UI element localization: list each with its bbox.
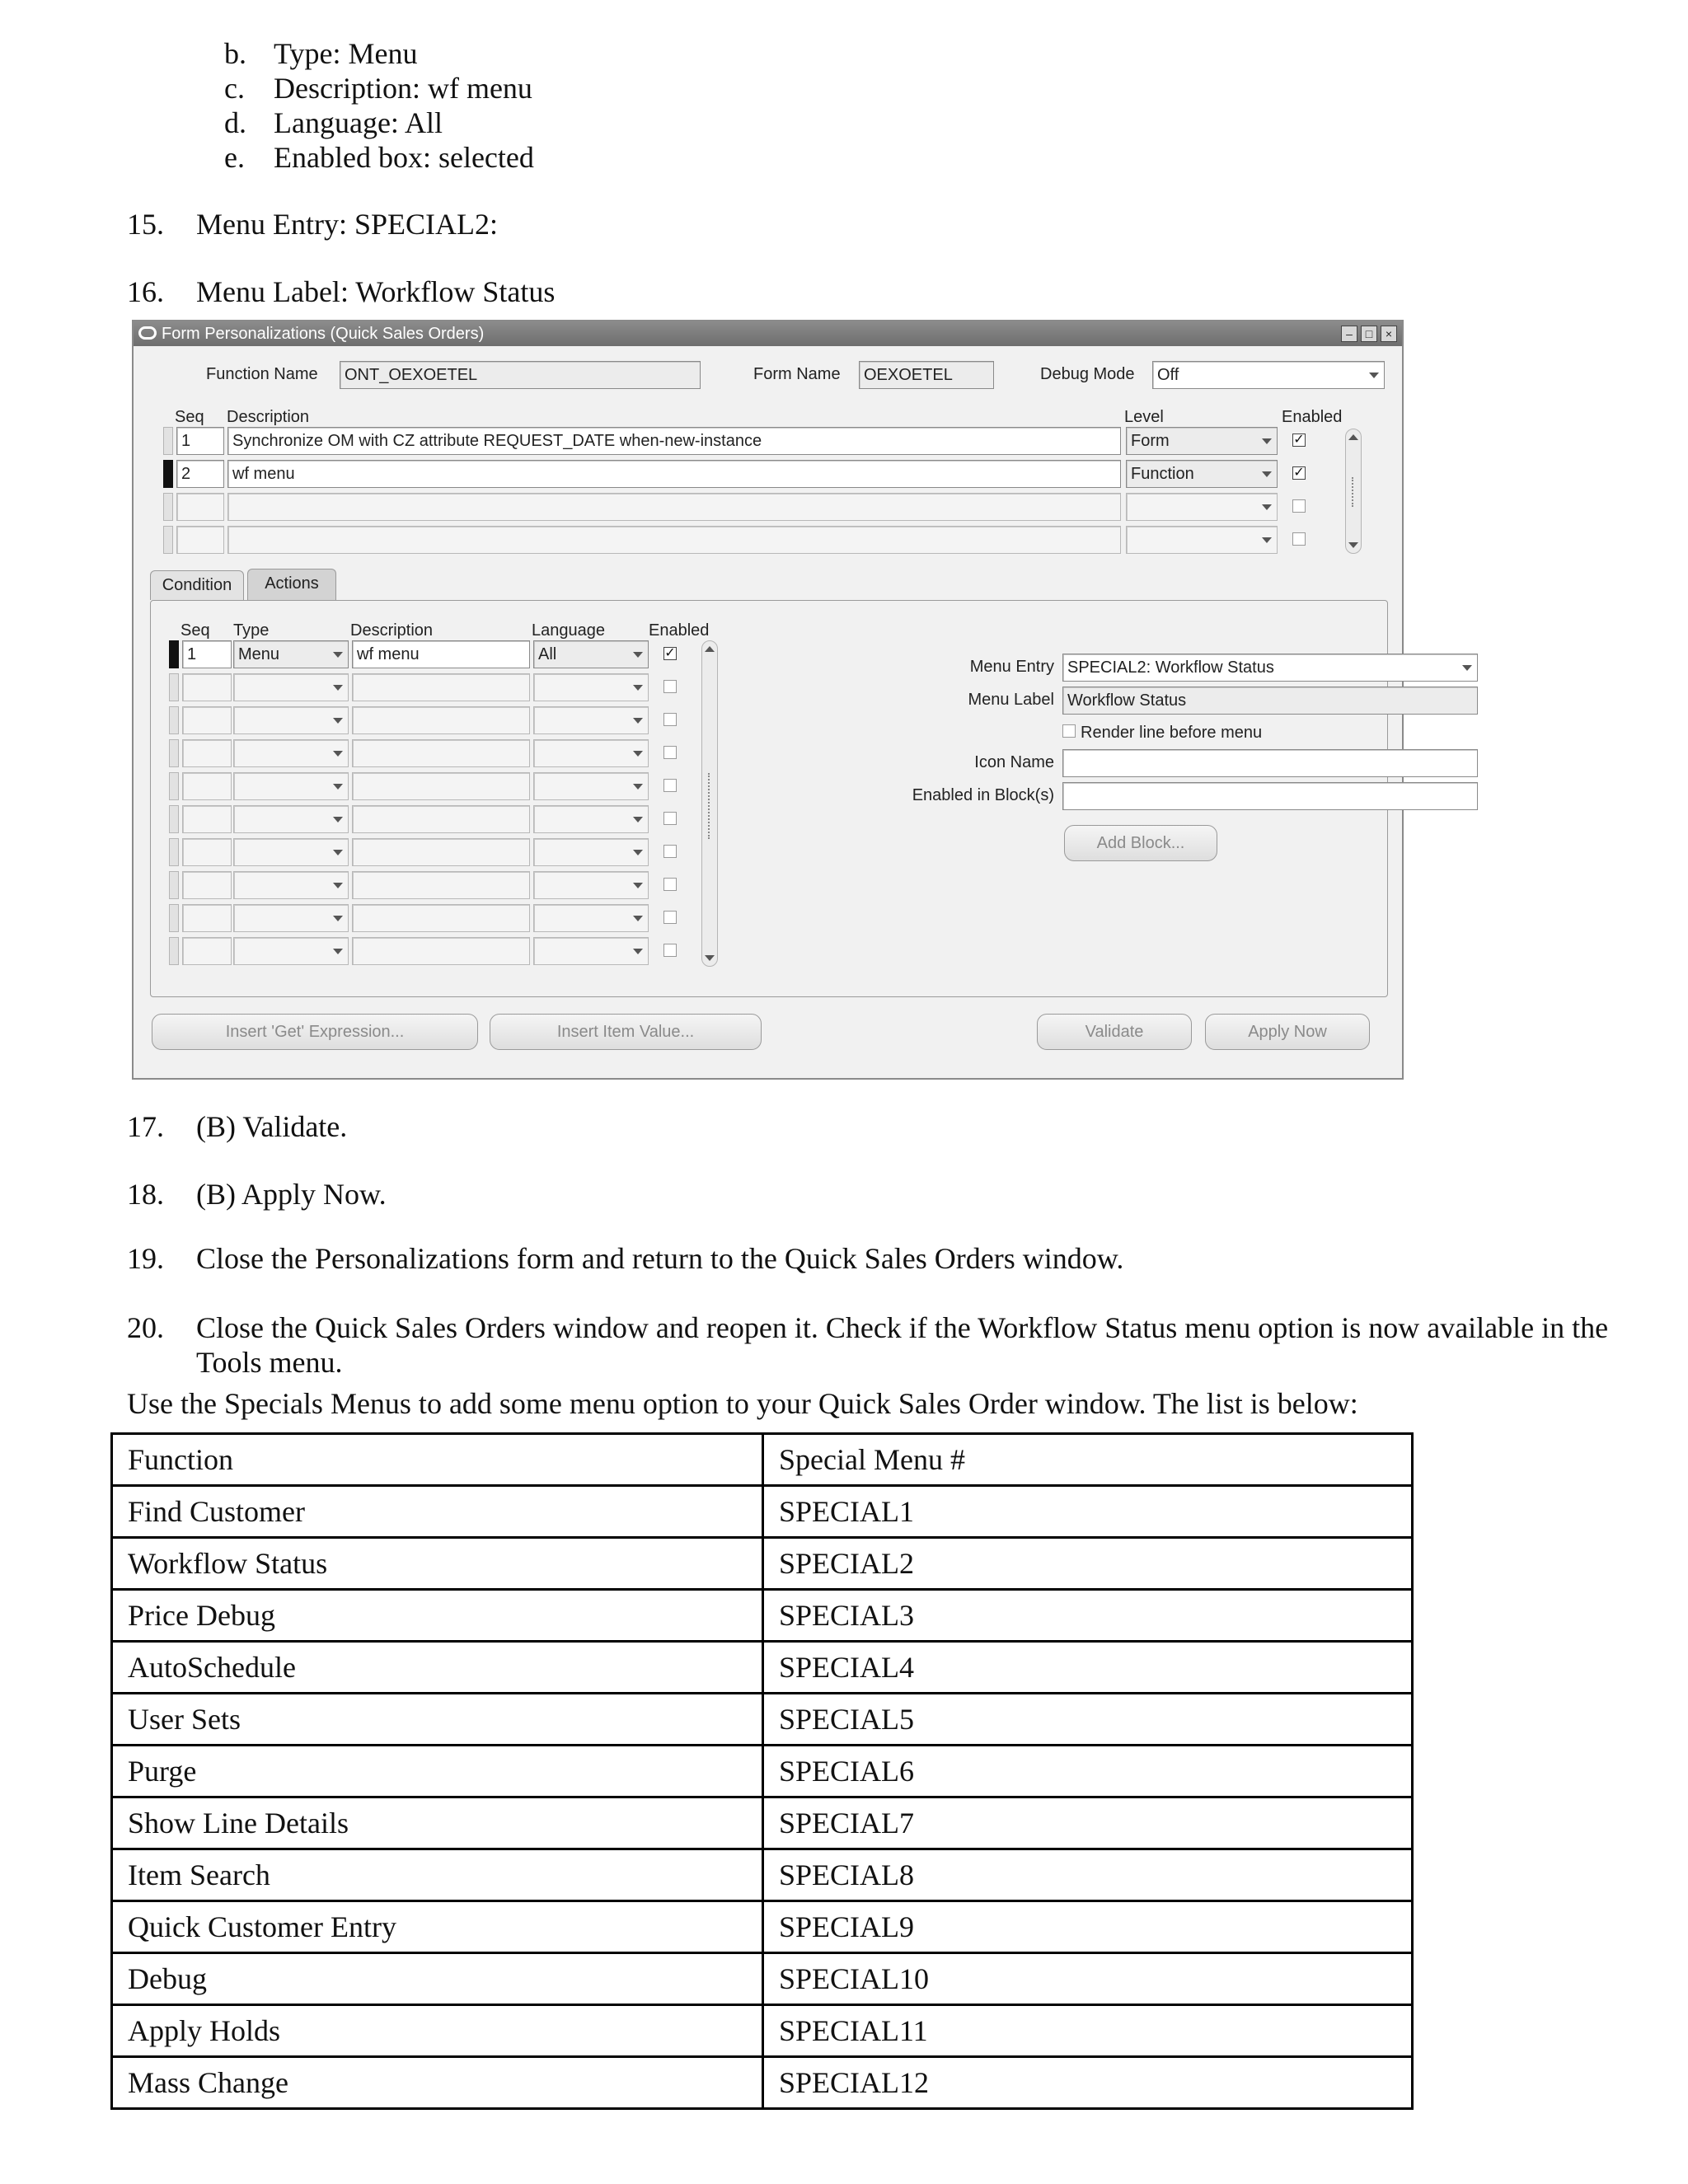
icon-name-label: Icon Name bbox=[974, 753, 1054, 771]
rule-seq-field[interactable]: 2 bbox=[176, 460, 224, 488]
action-enabled-checkbox[interactable] bbox=[663, 845, 677, 858]
action-type-header: Type bbox=[233, 621, 270, 640]
table-row bbox=[112, 1538, 1413, 1590]
debug-mode-label: Debug Mode bbox=[1040, 365, 1135, 383]
row-marker[interactable] bbox=[163, 493, 173, 521]
function-cell: User Sets bbox=[112, 1694, 763, 1746]
rule-enabled-checkbox[interactable] bbox=[1292, 499, 1306, 513]
special-cell: SPECIAL9 bbox=[763, 1901, 1413, 1953]
menu-label-label: Menu Label bbox=[968, 691, 1054, 709]
function-cell: Show Line Details bbox=[112, 1797, 763, 1849]
add-block-button[interactable]: Add Block... bbox=[1064, 825, 1217, 861]
actions-scrollbar[interactable] bbox=[701, 640, 718, 967]
table-row bbox=[112, 1642, 1413, 1694]
sub-item-e: e. Enabled box: selected bbox=[224, 141, 534, 174]
chevron-down-icon bbox=[333, 949, 343, 954]
special-cell: SPECIAL5 bbox=[763, 1694, 1413, 1746]
function-cell: Price Debug bbox=[112, 1590, 763, 1642]
enabled-in-block-label: Enabled in Block(s) bbox=[912, 786, 1054, 804]
action-description-field[interactable] bbox=[352, 904, 530, 932]
action-description-field[interactable] bbox=[352, 739, 530, 767]
chevron-down-icon bbox=[333, 652, 343, 658]
action-type-select[interactable] bbox=[233, 640, 349, 668]
step-16: 16. Menu Label: Workflow Status bbox=[127, 275, 556, 308]
special-cell: SPECIAL6 bbox=[763, 1746, 1413, 1797]
rules-scrollbar[interactable] bbox=[1345, 429, 1362, 554]
action-type-select[interactable] bbox=[233, 706, 349, 734]
action-language-select[interactable] bbox=[533, 706, 649, 734]
table-row bbox=[112, 1746, 1413, 1797]
step-17: 17. (B) Validate. bbox=[127, 1110, 348, 1143]
action-description-field[interactable] bbox=[352, 673, 530, 701]
form-personalizations-window bbox=[132, 320, 1404, 1080]
action-row-marker[interactable] bbox=[169, 904, 179, 932]
scroll-up-icon[interactable] bbox=[705, 646, 715, 652]
action-type-value: Menu bbox=[238, 645, 280, 663]
action-row-marker[interactable] bbox=[169, 739, 179, 767]
step-18: 18. (B) Apply Now. bbox=[127, 1178, 387, 1211]
row-marker[interactable] bbox=[163, 526, 173, 554]
special-cell: SPECIAL7 bbox=[763, 1797, 1413, 1849]
step-20: 20. Close the Quick Sales Orders window and reopen it. Check if the Workflow Status menu option is now available in the Tools menu. bbox=[127, 1311, 1609, 1379]
rule-seq-field[interactable] bbox=[176, 526, 224, 554]
action-row-marker[interactable] bbox=[169, 706, 179, 734]
apply-now-button[interactable]: Apply Now bbox=[1205, 1014, 1370, 1050]
action-seq-field[interactable] bbox=[182, 772, 232, 800]
rule-enabled-checkbox[interactable]: ✓ bbox=[1293, 433, 1305, 447]
insert-get-expression-button[interactable]: Insert 'Get' Expression... bbox=[152, 1014, 478, 1050]
action-seq-field[interactable] bbox=[182, 673, 232, 701]
sub-item-d: d. Language: All bbox=[224, 106, 443, 139]
special-cell: SPECIAL10 bbox=[763, 1953, 1413, 2005]
chevron-down-icon bbox=[333, 916, 343, 921]
action-type-select[interactable] bbox=[233, 739, 349, 767]
scroll-grip-icon bbox=[1352, 477, 1355, 507]
chevron-down-icon bbox=[633, 883, 643, 888]
function-cell: Purge bbox=[112, 1746, 763, 1797]
form-name-label: Form Name bbox=[753, 365, 841, 383]
action-type-select[interactable] bbox=[233, 673, 349, 701]
action-description-field[interactable]: wf menu bbox=[352, 640, 530, 668]
minimize-icon[interactable]: – bbox=[1341, 326, 1357, 342]
specials-table bbox=[110, 1432, 1414, 2110]
function-name-field[interactable]: ONT_OEXOETEL bbox=[340, 361, 701, 389]
scroll-grip-icon bbox=[708, 773, 711, 839]
chevron-down-icon bbox=[633, 685, 643, 691]
insert-item-value-button[interactable]: Insert Item Value... bbox=[490, 1014, 762, 1050]
function-cell: Item Search bbox=[112, 1849, 763, 1901]
action-enabled-header: Enabled bbox=[649, 621, 710, 640]
action-language-header: Language bbox=[532, 621, 605, 640]
action-seq-field[interactable] bbox=[182, 739, 232, 767]
chevron-down-icon bbox=[633, 949, 643, 954]
action-language-select[interactable] bbox=[533, 805, 649, 833]
table-row bbox=[112, 1590, 1413, 1642]
table-row bbox=[112, 1694, 1413, 1746]
table-row bbox=[112, 1901, 1413, 1953]
action-seq-field[interactable] bbox=[182, 871, 232, 899]
function-cell: AutoSchedule bbox=[112, 1642, 763, 1694]
action-row-marker-current[interactable] bbox=[169, 640, 179, 668]
action-enabled-checkbox[interactable] bbox=[663, 779, 677, 792]
table-header-cell: Special Menu # bbox=[763, 1434, 1413, 1486]
action-enabled-checkbox[interactable] bbox=[663, 746, 677, 759]
chevron-down-icon bbox=[633, 652, 643, 658]
action-row-marker[interactable] bbox=[169, 772, 179, 800]
chevron-down-icon bbox=[1262, 471, 1272, 477]
special-cell: SPECIAL1 bbox=[763, 1486, 1413, 1538]
chevron-down-icon bbox=[1462, 665, 1472, 671]
action-row-marker[interactable] bbox=[169, 871, 179, 899]
enabled-header: Enabled bbox=[1282, 408, 1343, 426]
action-seq-field[interactable] bbox=[182, 838, 232, 866]
rule-seq-field[interactable]: 1 bbox=[176, 427, 224, 455]
action-description-field[interactable] bbox=[352, 805, 530, 833]
action-row-marker[interactable] bbox=[169, 838, 179, 866]
action-enabled-checkbox[interactable] bbox=[663, 812, 677, 825]
rule-level-select[interactable] bbox=[1126, 526, 1278, 554]
action-enabled-checkbox[interactable] bbox=[663, 878, 677, 891]
actions-panel bbox=[150, 600, 1388, 997]
action-language-select[interactable] bbox=[533, 838, 649, 866]
tab-condition[interactable]: Condition bbox=[150, 570, 244, 600]
close-icon[interactable]: × bbox=[1381, 326, 1397, 342]
render-line-label: Render line before menu bbox=[1081, 724, 1263, 742]
action-language-select[interactable] bbox=[533, 937, 649, 965]
chevron-down-icon bbox=[1262, 504, 1272, 510]
menu-entry-select[interactable] bbox=[1062, 654, 1478, 682]
chevron-down-icon bbox=[633, 817, 643, 823]
maximize-icon[interactable]: □ bbox=[1361, 326, 1377, 342]
step-15: 15. Menu Entry: SPECIAL2: bbox=[127, 208, 498, 241]
chevron-down-icon bbox=[1262, 438, 1272, 444]
action-description-header: Description bbox=[350, 621, 434, 640]
action-type-select[interactable] bbox=[233, 904, 349, 932]
menu-entry-value: SPECIAL2: Workflow Status bbox=[1067, 658, 1274, 677]
menu-entry-label: Menu Entry bbox=[969, 658, 1054, 676]
action-enabled-checkbox[interactable] bbox=[663, 713, 677, 726]
chevron-down-icon bbox=[333, 718, 343, 724]
special-cell: SPECIAL8 bbox=[763, 1849, 1413, 1901]
special-cell: SPECIAL4 bbox=[763, 1642, 1413, 1694]
rule-enabled-checkbox[interactable]: ✓ bbox=[1293, 466, 1305, 480]
level-header: Level bbox=[1124, 408, 1164, 426]
chevron-down-icon bbox=[1262, 537, 1272, 543]
action-description-field[interactable] bbox=[352, 871, 530, 899]
function-name-label: Function Name bbox=[206, 365, 318, 383]
action-description-field[interactable] bbox=[352, 838, 530, 866]
debug-mode-value: Off bbox=[1157, 366, 1179, 384]
rule-level-value: Function bbox=[1131, 465, 1194, 483]
window-title: Form Personalizations (Quick Sales Orders) bbox=[162, 325, 485, 343]
function-cell: Mass Change bbox=[112, 2057, 763, 2109]
action-language-select[interactable] bbox=[533, 673, 649, 701]
table-row bbox=[112, 2057, 1413, 2109]
table-row bbox=[112, 2005, 1413, 2057]
scroll-up-icon[interactable] bbox=[1348, 434, 1358, 440]
rule-seq-field[interactable] bbox=[176, 493, 224, 521]
rule-level-select[interactable] bbox=[1126, 427, 1278, 455]
description-header: Description bbox=[227, 408, 310, 426]
action-enabled-checkbox[interactable] bbox=[663, 911, 677, 924]
debug-mode-select[interactable] bbox=[1152, 361, 1385, 389]
action-language-select[interactable] bbox=[533, 640, 649, 668]
sub-item-b: b. Type: Menu bbox=[224, 37, 418, 70]
sub-item-c: c. Description: wf menu bbox=[224, 72, 532, 105]
action-description-field[interactable] bbox=[352, 772, 530, 800]
action-row-marker[interactable] bbox=[169, 805, 179, 833]
table-row bbox=[112, 1953, 1413, 2005]
action-language-select[interactable] bbox=[533, 871, 649, 899]
validate-button[interactable]: Validate bbox=[1037, 1014, 1192, 1050]
action-seq-field[interactable]: 1 bbox=[182, 640, 232, 668]
action-language-select[interactable] bbox=[533, 904, 649, 932]
function-cell: Quick Customer Entry bbox=[112, 1901, 763, 1953]
chevron-down-icon bbox=[333, 685, 343, 691]
icon-name-field[interactable] bbox=[1062, 749, 1478, 777]
enabled-in-block-field[interactable] bbox=[1062, 782, 1478, 810]
action-seq-field[interactable] bbox=[182, 937, 232, 965]
action-row-marker[interactable] bbox=[169, 937, 179, 965]
action-type-select[interactable] bbox=[233, 937, 349, 965]
intro-text: Use the Specials Menus to add some menu option to your Quick Sales Order window. The list is below: bbox=[127, 1387, 1358, 1420]
scroll-down-icon[interactable] bbox=[705, 955, 715, 961]
window-titlebar bbox=[134, 321, 1402, 346]
menu-label-field[interactable]: Workflow Status bbox=[1062, 687, 1478, 715]
table-header-cell: Function bbox=[112, 1434, 763, 1486]
chevron-down-icon bbox=[333, 817, 343, 823]
action-seq-field[interactable] bbox=[182, 706, 232, 734]
action-language-select[interactable] bbox=[533, 739, 649, 767]
action-seq-field[interactable] bbox=[182, 904, 232, 932]
tab-actions[interactable]: Actions bbox=[247, 569, 336, 600]
function-cell: Find Customer bbox=[112, 1486, 763, 1538]
special-cell: SPECIAL3 bbox=[763, 1590, 1413, 1642]
render-line-checkbox[interactable] bbox=[1062, 724, 1076, 738]
action-enabled-checkbox[interactable] bbox=[663, 680, 677, 693]
special-cell: SPECIAL11 bbox=[763, 2005, 1413, 2057]
table-row bbox=[112, 1486, 1413, 1538]
special-cell: SPECIAL2 bbox=[763, 1538, 1413, 1590]
chevron-down-icon bbox=[633, 916, 643, 921]
rule-description-field[interactable] bbox=[227, 493, 1121, 521]
form-name-field[interactable]: OEXOETEL bbox=[859, 361, 994, 389]
chevron-down-icon bbox=[633, 784, 643, 790]
table-header-row bbox=[112, 1434, 1413, 1486]
action-language-select[interactable] bbox=[533, 772, 649, 800]
scroll-down-icon[interactable] bbox=[1348, 542, 1358, 548]
function-cell: Apply Holds bbox=[112, 2005, 763, 2057]
special-cell: SPECIAL12 bbox=[763, 2057, 1413, 2109]
action-seq-field[interactable] bbox=[182, 805, 232, 833]
chevron-down-icon bbox=[633, 850, 643, 855]
action-language-value: All bbox=[538, 645, 557, 663]
chevron-down-icon bbox=[633, 751, 643, 757]
action-enabled-checkbox[interactable]: ✓ bbox=[664, 646, 676, 660]
rule-enabled-checkbox[interactable] bbox=[1292, 532, 1306, 546]
action-description-field[interactable] bbox=[352, 706, 530, 734]
action-enabled-checkbox[interactable] bbox=[663, 944, 677, 957]
chevron-down-icon bbox=[333, 784, 343, 790]
chevron-down-icon bbox=[333, 751, 343, 757]
rule-level-select[interactable] bbox=[1126, 460, 1278, 488]
rule-description-field[interactable] bbox=[227, 526, 1121, 554]
rule-level-value: Form bbox=[1131, 432, 1170, 450]
rule-description-field[interactable]: wf menu bbox=[227, 460, 1121, 488]
action-seq-header: Seq bbox=[181, 621, 210, 640]
action-type-select[interactable] bbox=[233, 805, 349, 833]
rule-level-select[interactable] bbox=[1126, 493, 1278, 521]
chevron-down-icon bbox=[333, 850, 343, 855]
action-type-select[interactable] bbox=[233, 871, 349, 899]
oracle-logo-icon bbox=[138, 326, 157, 340]
function-cell: Workflow Status bbox=[112, 1538, 763, 1590]
action-description-field[interactable] bbox=[352, 937, 530, 965]
function-cell: Debug bbox=[112, 1953, 763, 2005]
table-row bbox=[112, 1849, 1413, 1901]
table-row bbox=[112, 1797, 1413, 1849]
row-marker[interactable] bbox=[163, 427, 173, 455]
seq-header: Seq bbox=[175, 408, 204, 426]
action-type-select[interactable] bbox=[233, 838, 349, 866]
row-marker-current[interactable] bbox=[163, 460, 173, 488]
action-type-select[interactable] bbox=[233, 772, 349, 800]
chevron-down-icon bbox=[333, 883, 343, 888]
step-19: 19. Close the Personalizations form and return to the Quick Sales Orders window. bbox=[127, 1242, 1124, 1275]
chevron-down-icon bbox=[1369, 373, 1379, 378]
action-row-marker[interactable] bbox=[169, 673, 179, 701]
chevron-down-icon bbox=[633, 718, 643, 724]
rule-description-field[interactable]: Synchronize OM with CZ attribute REQUEST_DATE when-new-instance bbox=[227, 427, 1121, 455]
